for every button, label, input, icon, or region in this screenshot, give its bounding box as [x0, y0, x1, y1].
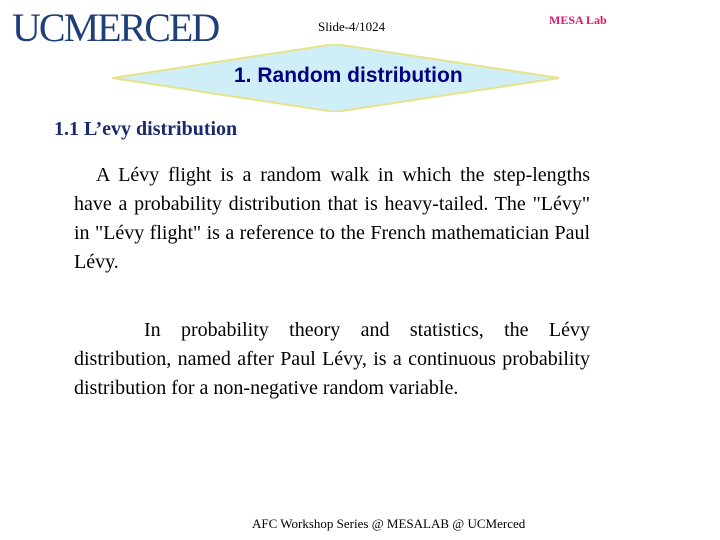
paragraph-levy-flight: A Lévy flight is a random walk in which the step-lengths have a probability distribution that is heavy-tailed. The "Lévy" in "Lévy flight" is a reference to the French mathematician Paul Lévy.	[74, 164, 590, 273]
paragraph-levy-distribution: In probability theory and statistics, the Lévy distribution, named after Paul Lévy, is a continuous probability distribution for a non-negative random variable.	[74, 319, 590, 399]
slide-number: Slide-4/1024	[318, 19, 386, 34]
footer-text: AFC Workshop Series @ MESALAB @ UCMerced	[252, 516, 526, 531]
slide-title: 1. Random distribution	[234, 64, 463, 87]
lab-label: MESA Lab	[549, 13, 607, 27]
ucmerced-logo: UCMERCED	[12, 5, 219, 50]
section-heading: 1.1 L’evy distribution	[54, 118, 238, 140]
